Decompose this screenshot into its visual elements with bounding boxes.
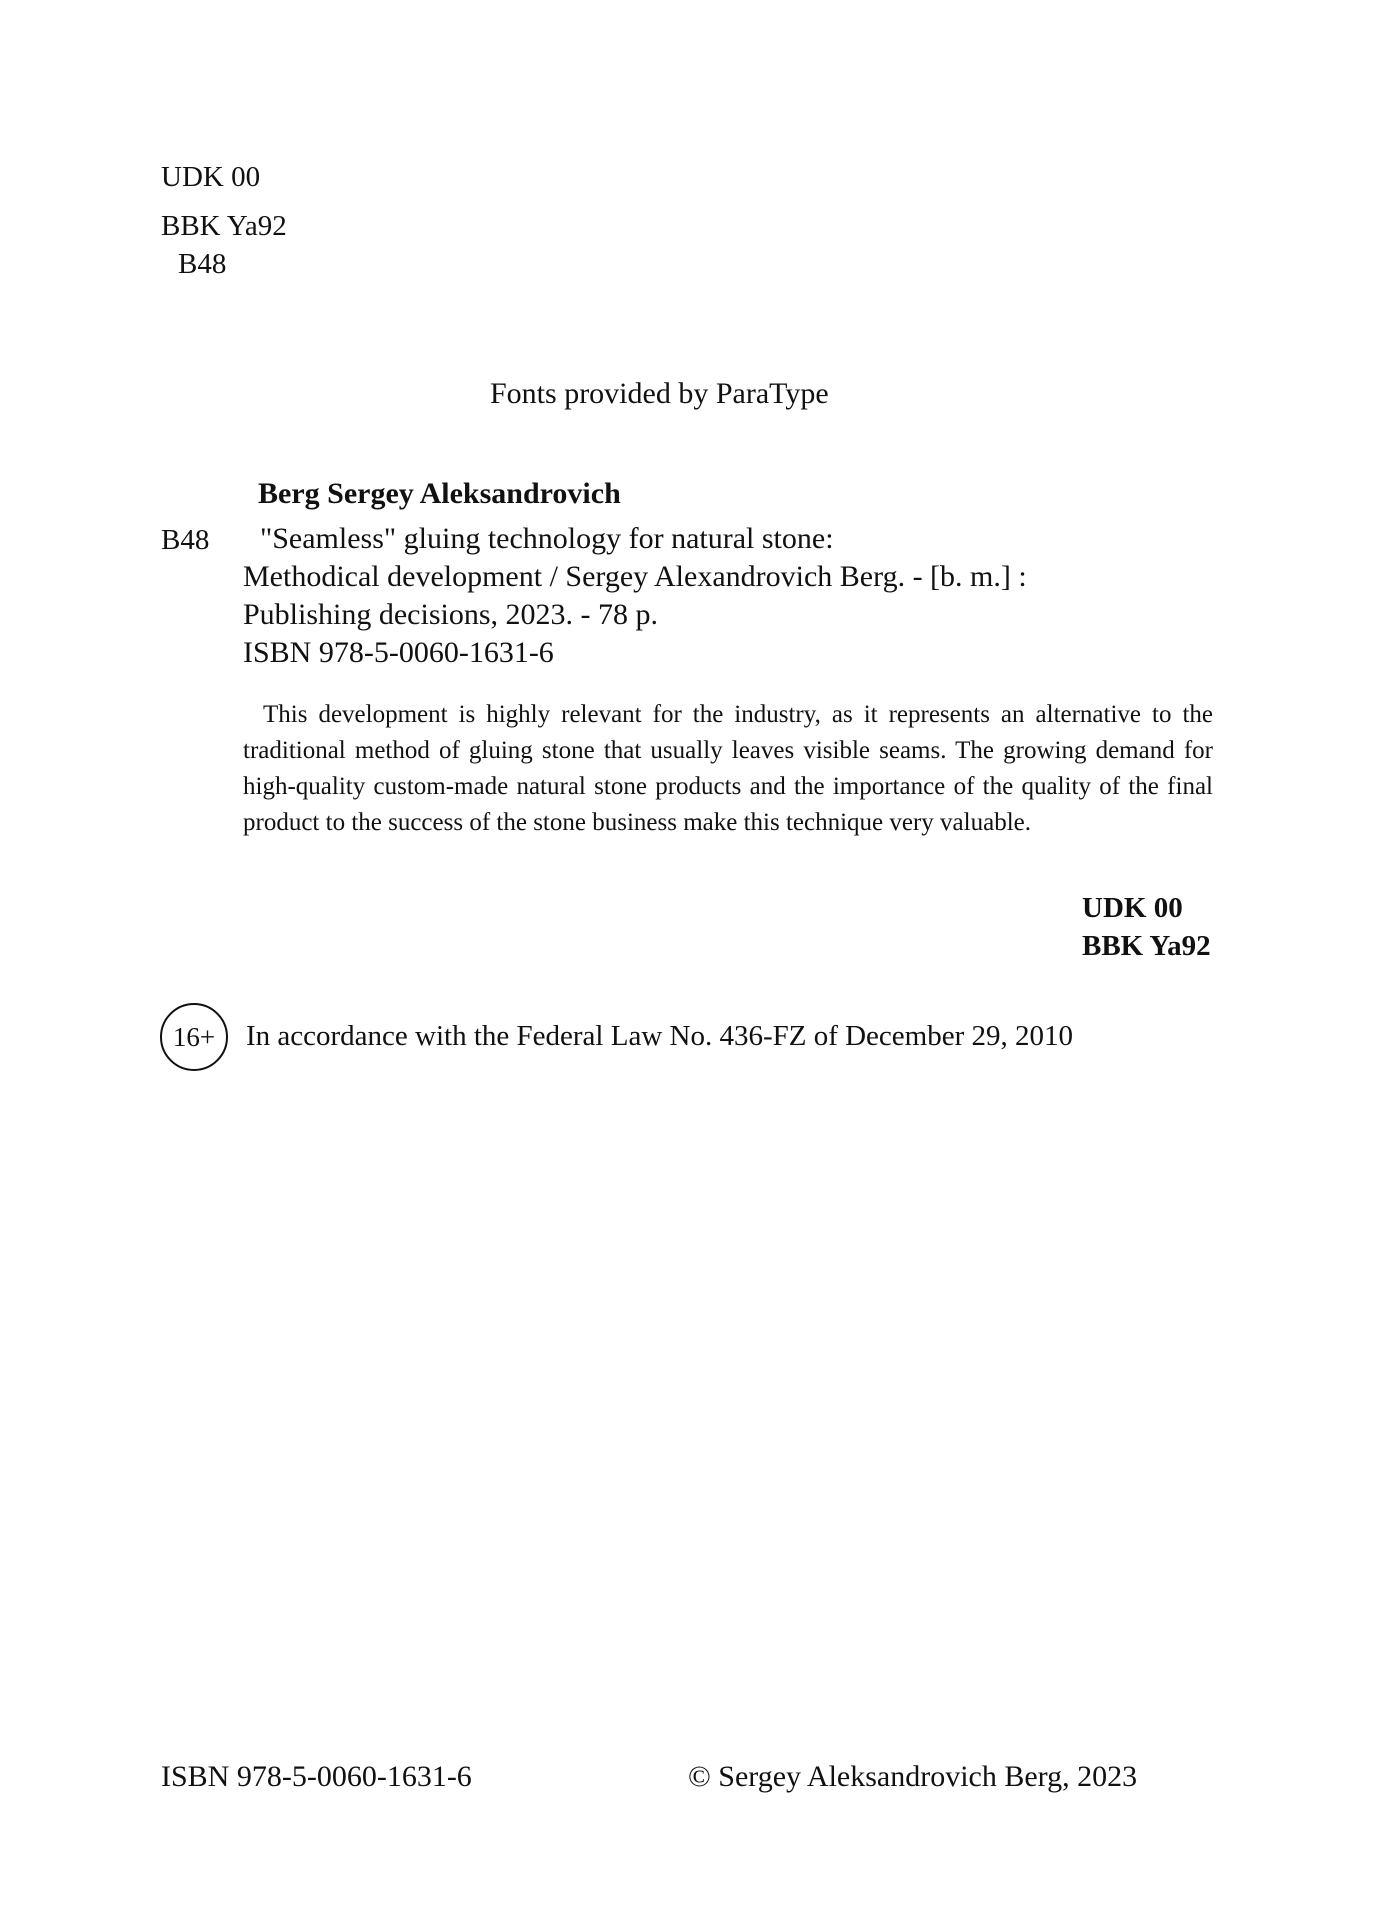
copyright: © Sergey Aleksandrovich Berg, 2023 xyxy=(688,1760,1138,1793)
catalog-author-mark: B48 xyxy=(161,524,210,556)
age-rating-law: In accordance with the Federal Law No. 436-FZ of December 29, 2010 xyxy=(246,1020,1074,1052)
author-name: Berg Sergey Aleksandrovich xyxy=(258,477,621,510)
title-line: "Seamless" gluing technology for natural stone: xyxy=(260,522,834,555)
bibliographic-description xyxy=(243,520,1027,634)
age-rating-badge xyxy=(160,1003,228,1071)
bbk-code: BBK Ya92 xyxy=(161,210,287,242)
udk-code: UDK 00 xyxy=(161,161,261,193)
author-mark: B48 xyxy=(178,248,227,280)
catalog-udk: UDK 00 xyxy=(1082,892,1183,924)
classification-codes xyxy=(1082,889,1211,965)
catalog-bbk: BBK Ya92 xyxy=(1082,930,1211,962)
footer-isbn: ISBN 978-5-0060-1631-6 xyxy=(161,1760,472,1793)
annotation: This development is highly relevant for the industry, as it represents an alternative to the traditional method of gluing stone that usually leaves visible seams. The growing demand for high-quality custom-made natural stone products and the importance of the quality of the final product to the success of the stone business make this technique very valuable. xyxy=(243,701,1213,836)
fonts-notice: Fonts provided by ParaType xyxy=(490,377,829,410)
age-rating-label: 16+ xyxy=(172,1021,216,1052)
title-line: Methodical development / Sergey Alexandrovich Berg. - [b. m.] : xyxy=(243,560,1027,593)
catalog-isbn: ISBN 978-5-0060-1631-6 xyxy=(243,636,554,669)
title-line: Publishing decisions, 2023. - 78 p. xyxy=(243,598,659,631)
